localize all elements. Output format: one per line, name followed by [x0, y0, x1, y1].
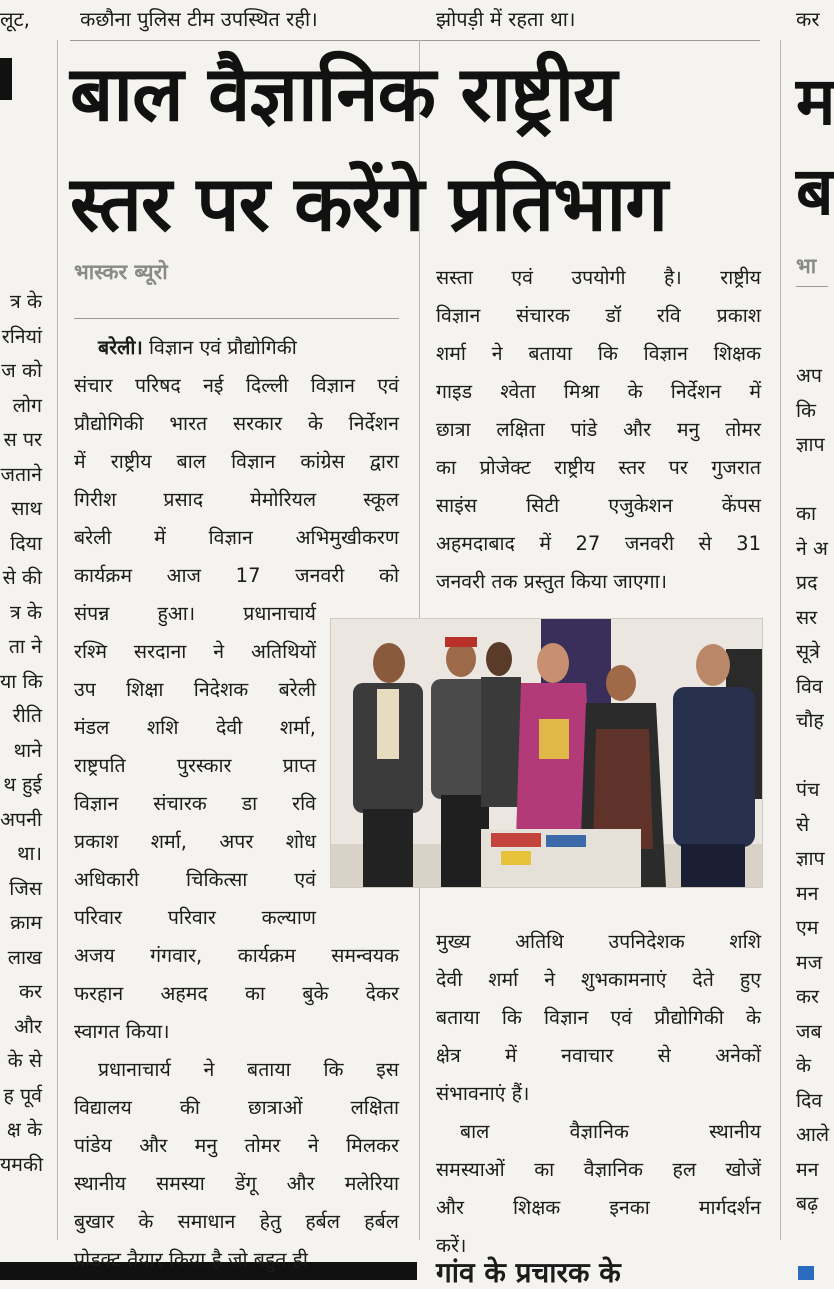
article-col1-line-0: संचार परिषद नई दिल्ली विज्ञान एवं	[74, 374, 399, 397]
left-neighbor-line-8: से की	[2, 566, 42, 589]
blue-marker-icon	[798, 1266, 814, 1280]
article-col2-top-line-8: जनवरी तक प्रस्तुत किया जाएगा।	[436, 570, 668, 593]
article-col1-line-21: स्थानीय समस्या डेंगू और मलेरिया	[74, 1172, 399, 1195]
left-neighbor-line-16: था।	[17, 842, 42, 865]
article-col2-top-line-5: का प्रोजेक्ट राष्ट्रीय स्तर पर गुजरात	[436, 456, 761, 479]
left-neighbor-line-4: स पर	[3, 428, 42, 451]
article-col1-line-14: परिवार परिवार कल्याण	[74, 906, 316, 929]
right-neighbor-line-1: कि	[796, 398, 817, 422]
right-neighbor-line-7: सर	[796, 605, 818, 629]
article-col1-line-3: गिरीश प्रसाद मेमोरियल स्कूल	[74, 488, 399, 511]
right-neighbor-line-21: दिव	[796, 1088, 823, 1112]
left-neighbor-line-14: थ हुई	[3, 773, 42, 796]
right-neighbor-line-18: कर	[796, 985, 819, 1008]
left-neighbor-line-13: थाने	[13, 738, 42, 762]
left-column-top-fragment: लूट,	[0, 7, 30, 31]
article-col1-line-20: पांडेय और मनु तोमर ने मिलकर	[74, 1134, 399, 1157]
right-neighbor-line-6: प्रद	[796, 571, 818, 594]
right-neighbor-line-5: ने अ	[796, 536, 828, 560]
article-col2-top-line-2: शर्मा ने बताया कि विज्ञान शिक्षक	[436, 342, 761, 365]
article-col2-bottom-line-8: करें।	[436, 1234, 467, 1257]
article-col1-line-12: प्रकाश शर्मा, अपर शोध	[74, 830, 316, 853]
article-col2-bottom-line-1: देवी शर्मा ने शुभकामनाएं देते हुए	[436, 968, 761, 991]
event-photo-image	[331, 619, 762, 887]
article-col1-line-6: संपन्न हुआ। प्रधानाचार्य	[74, 602, 316, 625]
right-neighbor-headline-2: ब	[796, 153, 833, 230]
article-col1-line-18: प्रधानाचार्य ने बताया कि इस	[98, 1058, 399, 1081]
right-neighbor-line-13: से	[796, 812, 810, 836]
article-col2-top-line-6: साइंस सिटी एजुकेशन केंपस	[436, 494, 761, 517]
right-neighbor-line-4: का	[796, 502, 817, 525]
right-neighbor-line-0: अप	[796, 364, 822, 387]
left-neighbor-line-18: क्राम	[10, 911, 42, 934]
right-neighbor-line-20: के	[796, 1054, 811, 1077]
article-col1-line-4: बरेली में विज्ञान अभिमुखीकरण	[74, 526, 399, 549]
left-headline-fragment-mark	[0, 58, 12, 100]
article-col1-line-23: प्रोडक्ट तैयार किया है जो बहुत ही	[74, 1248, 308, 1271]
right-neighbor-line-12: पंच	[796, 778, 820, 801]
right-neighbor-line-15: मन	[796, 881, 819, 905]
right-neighbor-headline-1: म	[796, 63, 834, 140]
left-neighbor-line-0: त्र के	[10, 290, 42, 313]
right-neighbor-line-14: ज्ञाप	[796, 847, 825, 870]
article-headline-line-1: बाल वैज्ञानिक राष्ट्रीय	[70, 49, 617, 138]
article-col1-line-2: में राष्ट्रीय बाल विज्ञान कांग्रेस द्वारा	[74, 450, 399, 473]
article-col2-top-line-7: अहमदाबाद में 27 जनवरी से 31	[436, 532, 761, 555]
left-neighbor-line-23: ह पूर्व	[3, 1083, 42, 1107]
right-column-divider	[780, 40, 781, 1240]
article-col1-line-22: बुखार के समाधान हेतु हर्बल हर्बल	[74, 1210, 399, 1233]
article-col1-line-7: रश्मि सरदाना ने अतिथियों	[74, 640, 316, 663]
article-byline: भास्कर ब्यूरो	[74, 260, 168, 284]
right-neighbor-line-19: जब	[796, 1019, 822, 1043]
right-neighbor-line-10: चौह	[796, 709, 824, 732]
article-col1-line-11: विज्ञान संचारक डा रवि	[74, 792, 316, 815]
article-col2-top-line-0: सस्ता एवं उपयोगी है। राष्ट्रीय	[436, 266, 761, 289]
left-neighbor-line-22: के से	[7, 1049, 42, 1072]
article-col2-bottom-line-6: समस्याओं का वैज्ञानिक हल खोजें	[436, 1158, 761, 1181]
article-col1-line-13: अधिकारी चिकित्सा एवं	[74, 868, 316, 891]
previous-story-ending-col2: झोपड़ी में रहता था।	[436, 7, 576, 31]
left-neighbor-line-12: रीति	[12, 704, 42, 727]
right-neighbor-byline-rule	[796, 286, 828, 287]
right-neighbor-line-2: ज्ञाप	[796, 433, 825, 456]
article-col2-bottom-line-3: क्षेत्र में नवाचार से अनेकों	[436, 1044, 761, 1067]
left-neighbor-line-11: या कि	[0, 669, 43, 693]
previous-story-ending-col1: कछौना पुलिस टीम उपस्थित रही।	[80, 7, 318, 31]
left-neighbor-line-7: दिया	[10, 531, 42, 555]
left-neighbor-line-19: लाख	[7, 945, 42, 969]
left-neighbor-line-24: क्ष के	[6, 1118, 42, 1141]
article-col1-line-16: फरहान अहमद का बुके देकर	[74, 982, 399, 1005]
article-col1-line-10: राष्ट्रपति पुरस्कार प्राप्त	[74, 754, 316, 777]
right-neighbor-byline: भा	[796, 254, 817, 278]
left-neighbor-line-20: कर	[19, 980, 42, 1003]
next-story-headline-fragment: गांव के प्रचारक के	[436, 1256, 621, 1289]
article-col1-line-1: प्रौद्योगिकी भारत सरकार के निर्देशन	[74, 412, 399, 435]
article-col1-line-0	[74, 332, 399, 364]
article-col1-line-9: मंडल शशि देवी शर्मा,	[74, 716, 316, 739]
article-col1-line-17: स्वागत किया।	[74, 1020, 170, 1043]
left-neighbor-line-6: साथ	[11, 497, 42, 520]
right-neighbor-line-17: मज	[796, 950, 823, 974]
article-col2-bottom-line-0: मुख्य अतिथि उपनिदेशक शशि	[436, 930, 761, 953]
left-neighbor-line-10: ता ने	[8, 635, 42, 658]
article-col1-line-5: कार्यक्रम आज 17 जनवरी को	[74, 564, 399, 587]
article-col2-bottom-line-2: बताया कि विज्ञान एवं प्रौद्योगिकी के	[436, 1006, 761, 1029]
event-photo	[330, 618, 763, 888]
left-neighbor-line-5: जताने	[0, 462, 42, 486]
article-headline-line-2: स्तर पर करेंगे प्रतिभाग	[70, 159, 667, 248]
left-column-divider	[57, 40, 58, 1240]
article-dateline: बरेली।	[98, 336, 143, 359]
article-col1-line-15: अजय गंगवार, कार्यक्रम समन्वयक	[74, 944, 399, 967]
article-col1-line-19: विद्यालय की छात्राओं लक्षिता	[74, 1096, 399, 1119]
article-col1-line-8: उप शिक्षा निदेशक बरेली	[74, 678, 316, 701]
left-neighbor-line-3: लोग	[12, 393, 42, 417]
left-neighbor-line-17: जिस	[9, 876, 42, 900]
article-col2-top-line-1: विज्ञान संचारक डॉ रवि प्रकाश	[436, 304, 761, 327]
right-neighbor-line-24: बढ़	[796, 1192, 819, 1215]
article-col2-top-line-3: गाइड श्वेता मिश्रा के निर्देशन में	[436, 380, 761, 403]
left-neighbor-line-21: और	[14, 1014, 42, 1038]
right-column-top-fragment: कर	[796, 7, 820, 31]
right-neighbor-line-8: सूत्रे	[796, 640, 820, 663]
byline-rule	[74, 318, 399, 319]
article-col2-bottom-line-5: बाल वैज्ञानिक स्थानीय	[460, 1120, 761, 1143]
article-col2-bottom-line-7: और शिक्षक इनका मार्गदर्शन	[436, 1196, 761, 1219]
left-neighbor-line-2: ज को	[1, 359, 42, 382]
right-neighbor-line-23: मन	[796, 1157, 819, 1181]
left-neighbor-line-9: त्र के	[10, 600, 42, 624]
left-neighbor-line-25: यमकी	[0, 1152, 43, 1176]
left-neighbor-line-1: रनियां	[1, 324, 42, 348]
right-neighbor-line-9: विव	[796, 674, 823, 698]
article-col2-bottom-line-4: संभावनाएं हैं।	[436, 1082, 530, 1105]
article-col1-first-line: विज्ञान एवं प्रौद्योगिकी	[148, 336, 297, 359]
left-neighbor-line-15: अपनी	[0, 807, 42, 831]
article-col2-top-line-4: छात्रा लक्षिता पांडे और मनु तोमर	[436, 418, 761, 441]
right-neighbor-line-22: आले	[796, 1123, 830, 1146]
right-neighbor-line-16: एम	[796, 916, 819, 939]
